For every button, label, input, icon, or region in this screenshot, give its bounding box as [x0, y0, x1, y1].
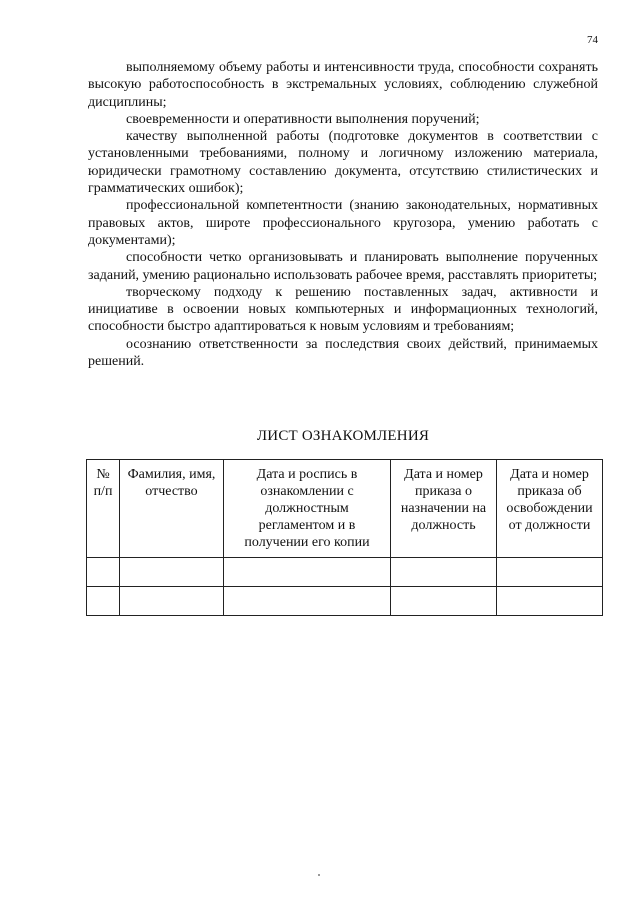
- table-cell: [391, 558, 497, 587]
- header-appointment-order: Дата и номер приказа о назначении на должность: [391, 460, 497, 558]
- document-body: [88, 59, 598, 370]
- table-cell: [497, 587, 603, 616]
- sheet-title: ЛИСТ ОЗНАКОМЛЕНИЯ: [256, 428, 430, 444]
- header-signature-date: Дата и роспись в ознакомлении с должностным регламентом и в получении его копии: [224, 460, 391, 558]
- table-row: [87, 558, 603, 587]
- table-row: [87, 587, 603, 616]
- paragraph: своевременности и оперативности выполнения поручений;: [126, 111, 480, 127]
- table-cell: [120, 587, 224, 616]
- header-number: № п/п: [87, 460, 120, 558]
- paragraph: осознанию ответственности за последствия своих действий, принимаемых решений.: [88, 336, 598, 370]
- table-cell: [87, 587, 120, 616]
- paragraph: выполняемому объему работы и интенсивности труда, способности сохранять высокую работоспособность в экстремальных условиях, соблюдению служебной дисциплины;: [88, 60, 598, 110]
- header-dismissal-order: Дата и номер приказа об освобождении от должности: [497, 460, 603, 558]
- table-header-row: [87, 460, 603, 558]
- paragraph: качеству выполненной работы (подготовке документов в соответствии с установленными требованиями, полному и логичному изложению материала, юридически грамотному составлению документа, отсутствию стилистических и грамматических ошибок);: [88, 129, 598, 197]
- table-cell: [497, 558, 603, 587]
- page-number: 74: [587, 34, 598, 46]
- paragraph: профессиональной компетентности (знанию законодательных, нормативных правовых актов, широте профессионального кругозора, умению работать с документами);: [88, 198, 598, 248]
- scan-speck: [318, 874, 320, 876]
- header-full-name: Фамилия, имя, отчество: [120, 460, 224, 558]
- paragraph: способности четко организовывать и планировать выполнение порученных заданий, умению рационально использовать рабочее время, расставлять приоритеты;: [88, 250, 598, 283]
- table-cell: [391, 587, 497, 616]
- paragraph: творческому подходу к решению поставленных задач, активности и инициативе в освоении новых компьютерных и информационных технологий, способности быстро адаптироваться к новым условиям и требованиям;: [88, 284, 598, 335]
- table-cell: [224, 558, 391, 587]
- acknowledgement-table: [86, 459, 603, 616]
- table-cell: [224, 587, 391, 616]
- table-cell: [87, 558, 120, 587]
- table-cell: [120, 558, 224, 587]
